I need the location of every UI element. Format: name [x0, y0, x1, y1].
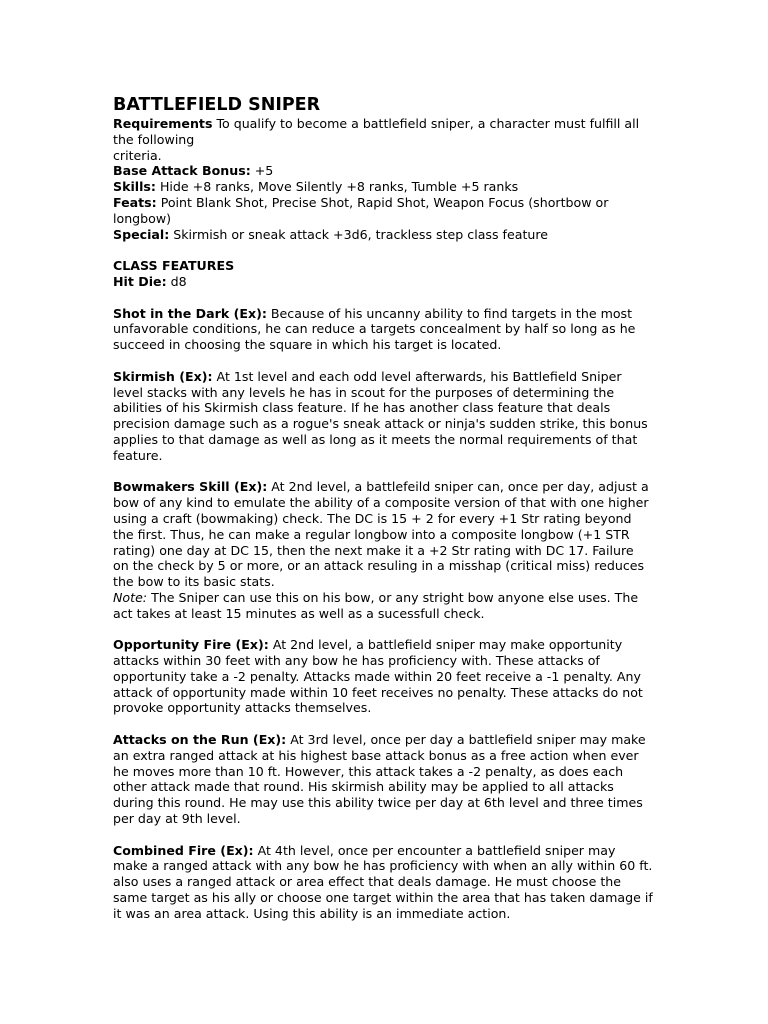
feature-line: make a ranged attack with any bow he has proficiency with when an ally within 60 ft. [113, 858, 653, 874]
feature-line: attacks within 30 feet with any bow he has proficiency with. These attacks of [113, 653, 600, 669]
feature-skirmish [113, 369, 658, 464]
prereq-skills [113, 179, 658, 195]
feature-line: other attack made that round. His skirmish ability may be applied to all attacks [113, 779, 614, 795]
prereq-label: Base Attack Bonus: [113, 163, 251, 179]
prereq-value: +5 [250, 163, 274, 179]
feature-label: Combined Fire (Ex): [113, 842, 254, 858]
class-features-block [113, 258, 658, 290]
spacer [113, 242, 658, 258]
feature-opportunity-fire [113, 637, 658, 716]
hit-die-label: Hit Die: [113, 273, 167, 289]
feature-attacks-on-the-run [113, 732, 658, 827]
feature-line [113, 843, 658, 859]
feature-line [113, 637, 658, 653]
feature-line: on the check by 5 or more, or an attack resuling in a misshap (critical miss) reduces [113, 558, 645, 574]
feature-label: Attacks on the Run (Ex): [113, 732, 287, 748]
feature-line: unfavorable conditions, he can reduce a targets concealment by half so long as he [113, 321, 636, 337]
feature-line: bow of any kind to emulate the ability of a composite version of that with one higher [113, 495, 649, 511]
feature-line: abilities of his Skirmish class feature. If he has another class feature that deals [113, 400, 611, 416]
feature-line: rating) one day at DC 15, then the next make it a +2 Str rating with DC 17. Failure [113, 542, 634, 558]
feature-line: per day at 9th level. [113, 811, 241, 827]
feature-shot-in-the-dark [113, 306, 658, 353]
prereq-label: Skills: [113, 179, 156, 195]
feature-line [113, 732, 658, 748]
feature-line [113, 479, 658, 495]
feature-line: applies to that damage as well as long as it meets the normal requirements of that [113, 431, 638, 447]
note-text: The Sniper can use this on his bow, or any stright bow anyone else uses. The [147, 589, 639, 605]
feature-label: Skirmish (Ex): [113, 368, 213, 384]
requirements-label: Requirements [113, 116, 213, 131]
prereq-value: Hide +8 ranks, Move Silently +8 ranks, Tumble +5 ranks [155, 179, 519, 195]
requirements-block [113, 116, 658, 163]
feature-line: precision damage such as a rogue's sneak attack or ninja's sudden strike, this bonus [113, 416, 648, 432]
feature-label: Bowmakers Skill (Ex): [113, 479, 268, 495]
feature-line: attack of opportunity made within 10 feet receives no penalty. These attacks do not [113, 684, 643, 700]
prereq-label: Feats: [113, 194, 157, 210]
prereq-value: Skirmish or sneak attack +3d6, trackless step class feature [169, 226, 549, 242]
feature-line [113, 369, 658, 385]
feature-label: Opportunity Fire (Ex): [113, 637, 269, 653]
note-line: act takes at least 15 minutes as well as a sucessfull check. [113, 605, 485, 621]
feature-line: opportunity take a -2 penalty. Attacks made within 20 feet receive a -1 penalty. Any [113, 668, 641, 684]
feature-line: during this round. He may use this ability twice per day at 6th level and three times [113, 795, 643, 811]
feature-line: using a craft (bowmaking) check. The DC is 15 + 2 for every +1 Str rating beyond [113, 510, 632, 526]
feature-line: it was an area attack. Using this ability is an immediate action. [113, 905, 511, 921]
feature-line: succeed in choosing the square in which his target is located. [113, 337, 502, 353]
hit-die [113, 274, 658, 290]
feature-text: Because of his uncanny ability to find targets in the most [266, 305, 633, 321]
feature-line: same target as his ally or choose one target within the area that has taken damage if [113, 890, 653, 906]
prereq-feats-continued: longbow) [113, 210, 172, 226]
requirements-line-3: criteria. [113, 147, 162, 163]
feature-line: an extra ranged attack at his highest base attack bonus as a free action when ever [113, 747, 639, 763]
feature-text: At 2nd level, a battlefield sniper may make opportunity [268, 637, 623, 653]
feature-line: feature. [113, 447, 163, 463]
class-features-heading-text: CLASS FEATURES [113, 258, 235, 274]
feature-text: At 3rd level, once per day a battlefield sniper may make [286, 732, 646, 748]
feature-label: Shot in the Dark (Ex): [113, 305, 267, 321]
feature-line: the first. Thus, he can make a regular longbow into a composite longbow (+1 STR [113, 526, 630, 542]
prereq-base-attack-bonus [113, 163, 658, 179]
hit-die-value: d8 [166, 273, 187, 289]
prereq-value: Point Blank Shot, Precise Shot, Rapid Shot, Weapon Focus (shortbow or [156, 194, 609, 210]
requirements-text: To qualify to become a battlefield sniper, a character must fulfill all [212, 116, 640, 131]
feature-line: he moves more than 10 ft. However, this attack takes a -2 penalty, as does each [113, 763, 624, 779]
prereq-special [113, 227, 658, 243]
feature-combined-fire [113, 843, 658, 922]
feature-line: also uses a ranged attack or area effect that deals damage. He must choose the [113, 874, 622, 890]
feature-line: provoke opportunity attacks themselves. [113, 700, 372, 716]
feature-bowmakers-skill [113, 479, 658, 621]
feature-text: At 1st level and each odd level afterwards, his Battlefield Sniper [212, 368, 622, 384]
prereq-label: Special: [113, 226, 170, 242]
requirements-line-2: the following [113, 131, 195, 147]
requirements-line-1 [113, 116, 658, 132]
prereq-feats [113, 195, 658, 211]
document-title: BATTLEFIELD SNIPER [113, 95, 321, 115]
feature-line [113, 306, 658, 322]
note-line [113, 590, 658, 606]
feature-text: At 2nd level, a battlefeild sniper can, once per day, adjust a [267, 479, 649, 495]
feature-line: the bow to its basic stats. [113, 574, 275, 590]
class-features-heading [113, 258, 658, 274]
feature-line: level stacks with any levels he has in scout for the purposes of determining the [113, 384, 615, 400]
document-content [113, 94, 658, 937]
feature-text: At 4th level, once per encounter a battlefield sniper may [253, 842, 616, 858]
note-label: Note: [113, 589, 148, 605]
